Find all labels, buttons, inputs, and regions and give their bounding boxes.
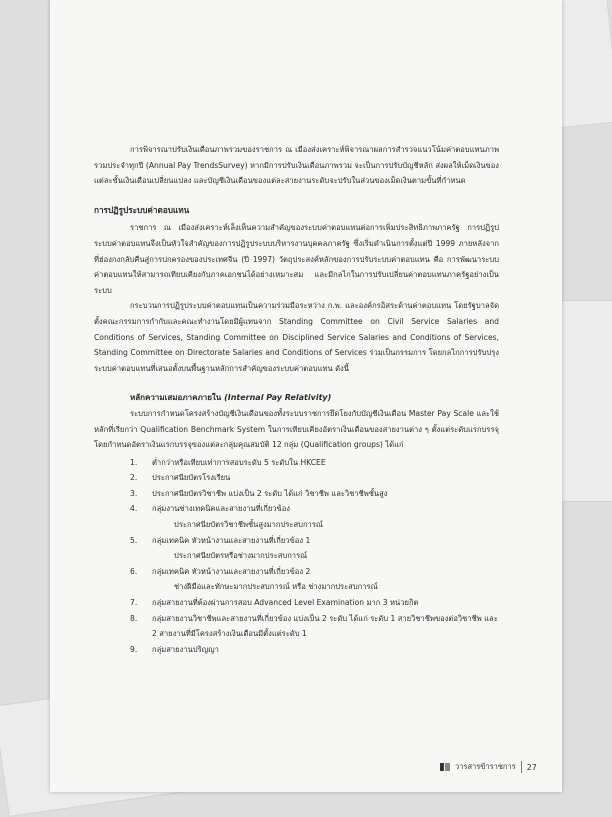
paragraph-3: กระบวนการปฏิรูประบบค่าตอบแทนเป็นความร่วมมือระหว่าง ก.พ. และองค์กรอิสระด้านค่าตอบแทน โดยรัฐบาลจัดตั้งคณะกรรมการกำกับและคณะทำงานโดยมีผู้แทนจาก Standing Committee on Civil Service Salaries and Conditions of Services, Standing Committee on Disciplined Service Salaries and Conditions of Services, Standing Committee on Directorate Salaries and Conditions of Services ร่วมเป็นกรรมการ โดยกลไกการปรับปรุงระบบค่าตอบแทนที่เสนอตั้งบนพื้นฐานหลักการสำคัญของระบบค่าตอบแทน ดังนี้ bbox=[94, 301, 499, 373]
list-item-continuation: ประกาศนียบัตรวิชาชีพชั้นสูงมากประสบการณ์ bbox=[174, 520, 323, 530]
paragraph-2: ราชการ ณ เมืองส่งเคราะห์เล็งเห็นความสำคัญของระบบค่าตอบแทนต่อการเพิ่มประสิทธิภาพภาครัฐ การปฏิรูประบบค่าตอบแทนจึงเป็นหัวใจสำคัญของการปฏิรูประบบบริหารงานบุคคลภาครัฐ ซึ่งเริ่มดำเนินการตั้งแต่ปี 1999 ภายหลังจากที่ฮ่องกงกลับคืนสู่การปกครองของประเทศจีน (ปี 1997) วัตถุประสงค์หลักของการปรับระบบค่าตอบแทน คือ การพัฒนาระบบค่าตอบแทนให้สามารถเทียบเคียงกับภาคเอกชนได้อย่างเหมาะสม และมีกลไกในการปรับเปลี่ยนค่าตอบแทนภาครัฐอย่างเป็นระบบ bbox=[94, 223, 499, 295]
page-footer bbox=[440, 760, 537, 774]
list-item-continuation: ช่างฝีมือและทักษะมากประสบการณ์ หรือ ช่างมากประสบการณ์ bbox=[174, 582, 378, 592]
qualification-list bbox=[94, 455, 499, 658]
paragraph-1: การพิจารณาปรับเงินเดือนภาพรวมของราชการ ณ เมืองส่งเคราะห์พิจารณาผลการสำรวจแนวโน้มค่าตอบแทนภาพรวมประจำทุกปี (Annual Pay TrendsSurvey) หากมีการปรับเงินเดือนภาพรวม จะเป็นการปรับบัญชีหลัก ส่งผลให้เม็ดเงินของแต่ละขั้นเงินเดือนเปลี่ยนแปลง และบัญชีเงินเดือนของแต่ละสายงานระดับจะปรับในส่วนของเม็ดเงินตามขั้นที่กำหนด bbox=[94, 145, 499, 186]
list-item: 7. กลุ่มสายงานที่ต้องผ่านการสอบ Advanced Level Examination มาก 3 หน่วยกิต bbox=[130, 598, 419, 608]
list-item: 4. กลุ่มงานช่างเทคนิคและสายงานที่เกี่ยวข้อง ประกาศนียบัตรวิชาชีพชั้นสูงมากประสบการณ์ bbox=[94, 501, 499, 532]
paragraph-4: ระบบการกำหนดโครงสร้างบัญชีเงินเดือนของทั้งระบบราชการยึดโยงกับบัญชีเงินเดือน Master Pay Scale และใช้หลักที่เรียกว่า Qualification Benchmark System ในการเทียบเคียงอัตราเงินเดือนของสายงานต่าง ๆ ตั้งแต่ระดับแรกบรรจุ โดยกำหนดอัตราเงินแรกบรรจุของแต่ละกลุ่มคุณสมบัติ 12 กลุ่ม (Qualification groups) ได้แก่ bbox=[94, 408, 499, 450]
journal-logo-icon bbox=[440, 763, 450, 771]
list-item: 2. ประกาศนียบัตรโรงเรียน bbox=[130, 473, 231, 483]
list-item: 1. ต่ำกว่าหรือเทียบเท่าการสอบระดับ 5 ระดับใน HKCEE bbox=[130, 457, 326, 467]
section-heading: การปฏิรูประบบค่าตอบแทน bbox=[94, 204, 190, 215]
list-item-continuation: ประกาศนียบัตรหรือช่างมากประสบการณ์ bbox=[174, 551, 308, 561]
list-item: 5. กลุ่มเทคนิค หัวหน้างานและสายงานที่เกี่ยวข้อง 1 ประกาศนียบัตรหรือช่างมากประสบการณ์ bbox=[94, 533, 499, 564]
page-number: 27 bbox=[526, 762, 537, 772]
sub-heading-thai: หลักความเสมอภาคภายใน bbox=[130, 393, 222, 403]
sub-heading bbox=[94, 390, 499, 406]
list-item: 8. กลุ่มสายงานวิชาชีพและสายงานที่เกี่ยวข้อง แบ่งเป็น 2 ระดับ ได้แก่ ระดับ 1 สายวิชาชีพของต่อวิชาชีพ และ 2 สายงานที่มีโครงสร้างเงินเดือนมีตั้งแต่ระดับ 1 bbox=[130, 613, 498, 639]
document-page bbox=[50, 0, 562, 792]
list-item: 6. กลุ่มเทคนิค หัวหน้างานและสายงานที่เกี่ยวข้อง 2 ช่างฝีมือและทักษะมากประสบการณ์ หรือ ช่างมากประสบการณ์ bbox=[94, 564, 499, 595]
footer-divider bbox=[521, 761, 522, 773]
page-content bbox=[94, 142, 499, 657]
sub-heading-english: (Internal Pay Relativity) bbox=[224, 393, 332, 403]
list-item: 3. ประกาศนียบัตรวิชาชีพ แบ่งเป็น 2 ระดับ ได้แก่ วิชาชีพ และวิชาชีพชั้นสูง bbox=[130, 488, 388, 498]
publication-name: วารสารข้าราชการ bbox=[455, 762, 516, 771]
list-item: 9. กลุ่มสายงานปริญญา bbox=[130, 644, 219, 654]
